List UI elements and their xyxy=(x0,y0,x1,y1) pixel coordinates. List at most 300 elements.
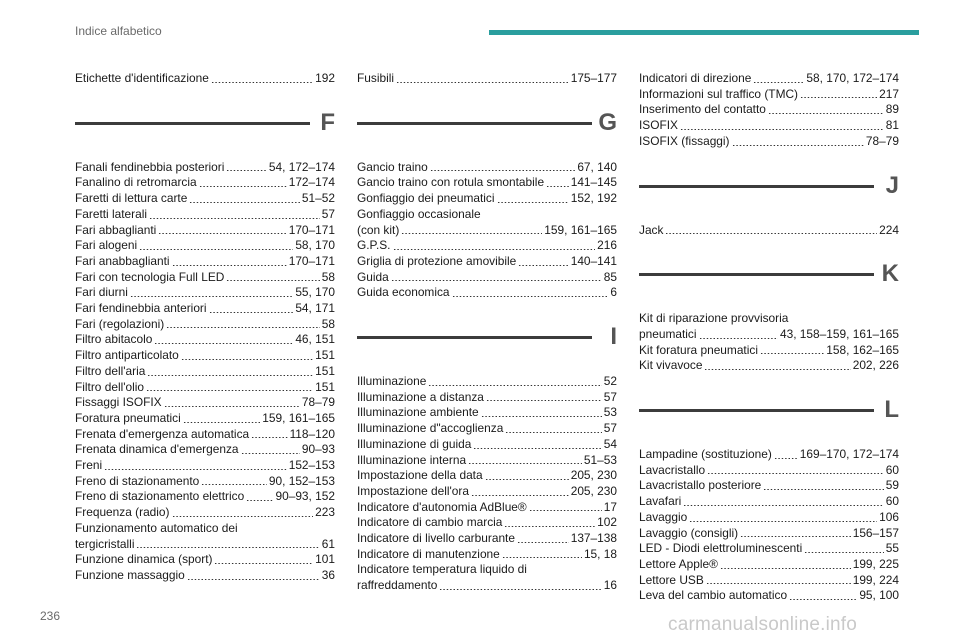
dot-leader xyxy=(391,280,602,281)
index-entry xyxy=(357,453,617,469)
index-entry xyxy=(639,223,899,239)
index-entry xyxy=(75,348,335,364)
index-entry xyxy=(75,364,335,380)
entry-label: Kit vivavoce xyxy=(639,358,703,373)
dot-leader xyxy=(226,170,266,171)
entry-label: Lampadine (sostituzione) xyxy=(639,447,772,462)
section-gap xyxy=(639,150,899,170)
dot-leader xyxy=(789,599,857,600)
entry-pages: 152–153 xyxy=(288,458,335,473)
entry-label: Impostazione della data xyxy=(357,468,483,483)
dot-leader xyxy=(104,469,287,470)
entry-label: Indicatore di livello carburante xyxy=(357,531,515,546)
section-gap xyxy=(357,301,617,321)
entry-pages: 140–141 xyxy=(570,253,617,268)
dot-leader xyxy=(164,406,300,407)
entry-label: Lavafari xyxy=(639,494,682,509)
entry-pages: 78–79 xyxy=(301,395,335,410)
section-letter: I xyxy=(610,323,617,351)
entry-label: Faretti di lettura carte xyxy=(75,191,188,206)
entry-row xyxy=(639,327,899,343)
dot-leader xyxy=(471,495,569,496)
entry-pages: 57 xyxy=(603,389,617,404)
index-entry xyxy=(75,489,335,505)
dot-leader xyxy=(428,385,601,386)
entry-label: Gonfiaggio dei pneumatici xyxy=(357,191,495,206)
entry-pages: 15, 18 xyxy=(583,546,617,561)
index-entry xyxy=(357,207,617,238)
index-entry xyxy=(75,285,335,301)
entry-pages: 89 xyxy=(885,102,899,117)
entry-label: Frenata d'emergenza automatica xyxy=(75,426,250,441)
entry-label: Informazioni sul traffico (TMC) xyxy=(639,86,799,101)
section-header xyxy=(639,258,899,311)
dot-leader xyxy=(393,249,596,250)
entry-pages: 102 xyxy=(597,515,617,530)
section-letter: G xyxy=(598,108,617,136)
entry-pages: 6 xyxy=(610,285,617,300)
entry-pages: 156–157 xyxy=(852,525,899,540)
entry-pages: 51–52 xyxy=(301,191,335,206)
entry-label: Lavaggio (consigli) xyxy=(639,525,739,540)
index-entry xyxy=(75,442,335,458)
index-entry xyxy=(75,332,335,348)
entry-label: Illuminazione xyxy=(357,374,427,389)
index-entry xyxy=(639,588,899,604)
entry-pages: 159, 161–165 xyxy=(262,410,335,425)
index-entry xyxy=(357,160,617,176)
index-entry xyxy=(357,405,617,421)
header-accent-bar xyxy=(489,30,919,35)
dot-leader xyxy=(154,343,293,344)
entry-pages: 17 xyxy=(603,499,617,514)
index-entry xyxy=(639,118,899,134)
dot-leader xyxy=(529,510,602,511)
index-entry xyxy=(357,71,617,87)
entry-label: Fusibili xyxy=(357,71,395,85)
entry-label: Inserimento del contatto xyxy=(639,102,766,117)
dot-leader xyxy=(760,353,824,354)
entry-label: Guida economica xyxy=(357,285,450,300)
index-entry xyxy=(357,421,617,437)
index-entry xyxy=(357,515,617,531)
dot-leader xyxy=(504,526,595,527)
entry-label: Illuminazione a distanza xyxy=(357,389,484,404)
entry-label: Illuminazione d"accoglienza xyxy=(357,421,504,436)
entry-row xyxy=(357,223,617,239)
entry-label: Guida xyxy=(357,269,389,284)
index-entry xyxy=(639,494,899,510)
entry-pages: 199, 225 xyxy=(852,556,899,571)
entry-pages: 78–79 xyxy=(865,133,899,148)
entry-pages: 216 xyxy=(597,238,617,253)
index-entry xyxy=(75,270,335,286)
entry-label: Indicatore d'autonomia AdBlue® xyxy=(357,499,527,514)
dot-leader xyxy=(505,432,601,433)
dot-leader xyxy=(740,536,851,537)
index-entry xyxy=(75,474,335,490)
index-entry xyxy=(639,134,899,150)
section-header xyxy=(639,394,899,447)
entry-row xyxy=(357,578,617,594)
entry-pages: 158, 162–165 xyxy=(826,342,899,357)
entry-label: Filtro dell'aria xyxy=(75,363,146,378)
entry-label: Foratura pneumatici xyxy=(75,410,181,425)
entry-pages: 58 xyxy=(321,316,335,331)
dot-leader xyxy=(706,583,851,584)
dot-leader xyxy=(181,359,313,360)
section-rule xyxy=(357,336,592,339)
entry-label: Filtro dell'olio xyxy=(75,379,145,394)
entry-pages: 52 xyxy=(603,374,617,389)
index-entry xyxy=(75,521,335,552)
entry-label: Gancio traino xyxy=(357,159,428,174)
entry-label: Filtro antiparticolato xyxy=(75,348,179,363)
entry-label: Funzione massaggio xyxy=(75,567,185,582)
index-entry xyxy=(639,526,899,542)
index-entry xyxy=(75,175,335,191)
entry-pages: 53 xyxy=(603,405,617,420)
entry-pages: 151 xyxy=(315,379,335,394)
entry-pages: 137–138 xyxy=(570,531,617,546)
dot-leader xyxy=(732,145,864,146)
entry-pages: 55 xyxy=(885,541,899,556)
index-entry xyxy=(75,411,335,427)
entry-label-continued: (con kit) xyxy=(357,222,400,237)
index-entry xyxy=(357,270,617,286)
dot-leader xyxy=(201,484,267,485)
dot-leader xyxy=(241,453,300,454)
dot-leader xyxy=(396,82,569,83)
dot-leader xyxy=(665,233,877,234)
dot-leader xyxy=(485,479,569,480)
dot-leader xyxy=(401,233,542,234)
index-entry xyxy=(357,562,617,593)
index-entry xyxy=(75,380,335,396)
entry-label: Kit foratura pneumatici xyxy=(639,342,758,357)
entry-pages: 57 xyxy=(603,421,617,436)
dot-leader xyxy=(680,129,884,130)
entry-pages: 106 xyxy=(879,509,899,524)
entry-pages: 192 xyxy=(315,71,335,85)
entry-pages: 224 xyxy=(879,222,899,237)
dot-leader xyxy=(486,400,602,401)
entry-pages: 90–93 xyxy=(301,442,335,457)
entry-label: ISOFIX xyxy=(639,118,678,133)
dot-leader xyxy=(518,265,568,266)
dot-leader xyxy=(149,218,320,219)
dot-leader xyxy=(214,563,313,564)
entry-label: G.P.S. xyxy=(357,238,391,253)
dot-leader xyxy=(774,458,798,459)
dot-leader xyxy=(430,170,576,171)
entry-pages: 101 xyxy=(315,552,335,567)
dot-leader xyxy=(226,280,319,281)
entry-pages: 169–170, 172–174 xyxy=(799,447,899,462)
dot-leader xyxy=(502,557,582,558)
index-entry xyxy=(357,390,617,406)
entry-label: Fanalino di retromarcia xyxy=(75,175,197,190)
section-header xyxy=(75,107,335,160)
entry-label: Fari abbaglianti xyxy=(75,222,157,237)
dot-leader xyxy=(209,312,294,313)
dot-leader xyxy=(468,463,582,464)
entry-label: Indicatori di direzione xyxy=(639,71,752,85)
index-entry xyxy=(75,160,335,176)
entry-pages: 118–120 xyxy=(289,426,335,441)
index-entry xyxy=(75,505,335,521)
entry-pages: 205, 230 xyxy=(570,483,617,498)
dot-leader xyxy=(689,521,877,522)
index-column-3 xyxy=(639,71,899,604)
section-letter: K xyxy=(881,260,899,288)
entry-pages: 61 xyxy=(321,536,335,551)
dot-leader xyxy=(183,422,261,423)
entry-pages: 202, 226 xyxy=(852,358,899,373)
entry-pages: 81 xyxy=(885,118,899,133)
entry-label: Fari con tecnologia Full LED xyxy=(75,269,225,284)
entry-label: LED - Diodi elettroluminescenti xyxy=(639,541,803,556)
entry-pages: 54 xyxy=(603,436,617,451)
index-entry xyxy=(75,427,335,443)
dot-leader xyxy=(763,489,883,490)
entry-label: Illuminazione ambiente xyxy=(357,405,479,420)
index-entry xyxy=(639,71,899,87)
section-rule xyxy=(639,273,874,276)
entry-label: Filtro abitacolo xyxy=(75,332,153,347)
entry-pages: 172–174 xyxy=(288,175,335,190)
entry-pages: 170–171 xyxy=(288,222,335,237)
index-entry xyxy=(639,463,899,479)
index-entry xyxy=(639,343,899,359)
entry-pages: 43, 158–159, 161–165 xyxy=(779,326,899,341)
dot-leader xyxy=(707,473,884,474)
index-entry xyxy=(357,500,617,516)
entry-label: Etichette d'identificazione xyxy=(75,71,209,85)
dot-leader xyxy=(497,202,569,203)
section-header xyxy=(357,321,617,374)
entry-label: ISOFIX (fissaggi) xyxy=(639,133,730,148)
dot-leader xyxy=(172,265,287,266)
entry-label: Fari anabbaglianti xyxy=(75,253,170,268)
section-letter: J xyxy=(885,171,899,199)
index-entry xyxy=(75,191,335,207)
dot-leader xyxy=(800,97,877,98)
index-entry xyxy=(75,568,335,584)
entry-label: Faretti laterali xyxy=(75,206,148,221)
index-entry xyxy=(75,254,335,270)
entry-pages: 16 xyxy=(603,578,617,593)
entry-label: Fari alogeni xyxy=(75,238,138,253)
section-header xyxy=(639,170,899,223)
dot-leader xyxy=(517,542,569,543)
dot-leader xyxy=(246,500,273,501)
entry-label: Lavacristallo xyxy=(639,462,706,477)
index-entry xyxy=(357,468,617,484)
entry-label: Gonfiaggio occasionale xyxy=(357,206,481,221)
entry-pages: 85 xyxy=(603,269,617,284)
section-letter: F xyxy=(320,108,335,136)
entry-label: Lavaggio xyxy=(639,509,688,524)
dot-leader xyxy=(683,505,883,506)
dot-leader xyxy=(452,296,609,297)
index-entry xyxy=(75,395,335,411)
index-entry xyxy=(357,374,617,390)
entry-pages: 175–177 xyxy=(570,71,617,85)
dot-leader xyxy=(251,437,287,438)
entry-label: Lavacristallo posteriore xyxy=(639,478,762,493)
dot-leader xyxy=(704,369,850,370)
index-entry xyxy=(357,547,617,563)
entry-label: Fari diurni xyxy=(75,285,128,300)
index-entry xyxy=(75,223,335,239)
entry-label: Indicatore di cambio marcia xyxy=(357,515,503,530)
index-entry xyxy=(639,541,899,557)
index-column-1 xyxy=(75,71,335,584)
entry-pages: 67, 140 xyxy=(577,159,617,174)
entry-label: Fari fendinebbia anteriori xyxy=(75,301,207,316)
entry-label: Funzionamento automatico dei xyxy=(75,520,238,535)
index-entry xyxy=(639,557,899,573)
entry-pages: 223 xyxy=(315,505,335,520)
dot-leader xyxy=(439,589,601,590)
dot-leader xyxy=(146,390,313,391)
index-entry xyxy=(75,301,335,317)
entry-pages: 90–93, 152 xyxy=(275,489,335,504)
entry-pages: 54, 172–174 xyxy=(268,159,335,174)
section-gap xyxy=(75,87,335,107)
index-entry xyxy=(75,207,335,223)
dot-leader xyxy=(699,338,778,339)
entry-label-continued: tergicristalli xyxy=(75,536,135,551)
entry-label: Funzione dinamica (sport) xyxy=(75,552,213,567)
index-column-2 xyxy=(357,71,617,594)
entry-pages: 90, 152–153 xyxy=(268,473,335,488)
dot-leader xyxy=(768,113,884,114)
entry-pages: 141–145 xyxy=(570,175,617,190)
section-gap xyxy=(639,238,899,258)
entry-label: Freni xyxy=(75,458,103,473)
index-entry xyxy=(357,254,617,270)
entry-pages: 60 xyxy=(885,462,899,477)
entry-pages: 95, 100 xyxy=(859,588,899,603)
entry-label: Fari (regolazioni) xyxy=(75,316,165,331)
dot-leader xyxy=(753,82,804,83)
index-entry xyxy=(639,87,899,103)
section-gap xyxy=(639,374,899,394)
section-header xyxy=(357,107,617,160)
entry-pages: 217 xyxy=(879,86,899,101)
entry-pages: 58, 170, 172–174 xyxy=(806,71,899,85)
dot-leader xyxy=(147,375,313,376)
dot-leader xyxy=(546,186,569,187)
index-entry xyxy=(75,238,335,254)
entry-label: Indicatore di manutenzione xyxy=(357,546,500,561)
dot-leader xyxy=(189,202,300,203)
dot-leader xyxy=(187,579,320,580)
entry-label: Freno di stazionamento xyxy=(75,473,200,488)
running-header-title: Indice alfabetico xyxy=(75,24,162,38)
index-entry xyxy=(357,484,617,500)
entry-pages: 159, 161–165 xyxy=(544,222,617,237)
entry-label: Illuminazione interna xyxy=(357,452,467,467)
entry-pages: 59 xyxy=(885,478,899,493)
entry-pages: 55, 170 xyxy=(295,285,335,300)
dot-leader xyxy=(136,547,319,548)
entry-label: Fissaggi ISOFIX xyxy=(75,395,162,410)
section-rule xyxy=(75,122,310,125)
entry-label: Gancio traino con rotula smontabile xyxy=(357,175,545,190)
index-entry xyxy=(357,175,617,191)
entry-pages: 199, 224 xyxy=(852,572,899,587)
entry-pages: 51–53 xyxy=(583,452,617,467)
entry-pages: 54, 171 xyxy=(295,301,335,316)
dot-leader xyxy=(158,233,286,234)
index-entry xyxy=(357,191,617,207)
entry-label: Lettore USB xyxy=(639,572,704,587)
entry-row xyxy=(75,537,335,553)
entry-pages: 57 xyxy=(321,206,335,221)
entry-pages: 58 xyxy=(321,269,335,284)
section-rule xyxy=(639,409,874,412)
index-entry xyxy=(357,285,617,301)
index-entry xyxy=(639,510,899,526)
index-entry xyxy=(75,458,335,474)
entry-label: Leva del cambio automatico xyxy=(639,588,788,603)
index-entry xyxy=(75,552,335,568)
entry-pages: 60 xyxy=(885,494,899,509)
dot-leader xyxy=(166,327,320,328)
entry-pages: 36 xyxy=(321,567,335,582)
entry-pages: 46, 151 xyxy=(295,332,335,347)
dot-leader xyxy=(172,516,314,517)
entry-label: Illuminazione di guida xyxy=(357,436,472,451)
index-entry xyxy=(75,317,335,333)
index-entry xyxy=(639,311,899,342)
entry-pages: 170–171 xyxy=(288,253,335,268)
dot-leader xyxy=(481,416,602,417)
entry-pages: 151 xyxy=(315,348,335,363)
entry-label: Kit di riparazione provvisoria xyxy=(639,311,789,326)
index-entry xyxy=(357,238,617,254)
entry-pages: 205, 230 xyxy=(570,468,617,483)
section-gap xyxy=(357,87,617,107)
index-entry xyxy=(75,71,335,87)
entry-label: Indicatore temperatura liquido di xyxy=(357,562,527,577)
dot-leader xyxy=(473,448,601,449)
section-rule xyxy=(357,122,592,125)
entry-label: Impostazione dell'ora xyxy=(357,483,469,498)
entry-pages: 151 xyxy=(315,363,335,378)
index-entry xyxy=(357,437,617,453)
entry-pages: 58, 170 xyxy=(295,238,335,253)
index-entry xyxy=(639,447,899,463)
index-entry xyxy=(357,531,617,547)
dot-leader xyxy=(720,568,851,569)
entry-pages: 152, 192 xyxy=(570,191,617,206)
section-letter: L xyxy=(884,396,899,424)
entry-label: Jack xyxy=(639,222,664,237)
dot-leader xyxy=(199,186,287,187)
index-entry xyxy=(639,358,899,374)
page-number: 236 xyxy=(40,609,61,623)
section-rule xyxy=(639,185,874,188)
dot-leader xyxy=(139,249,293,250)
watermark: carmanualsonline.info xyxy=(668,614,858,635)
entry-label: Fanali fendinebbia posteriori xyxy=(75,159,225,174)
entry-label: Lettore Apple® xyxy=(639,556,718,571)
dot-leader xyxy=(804,552,884,553)
